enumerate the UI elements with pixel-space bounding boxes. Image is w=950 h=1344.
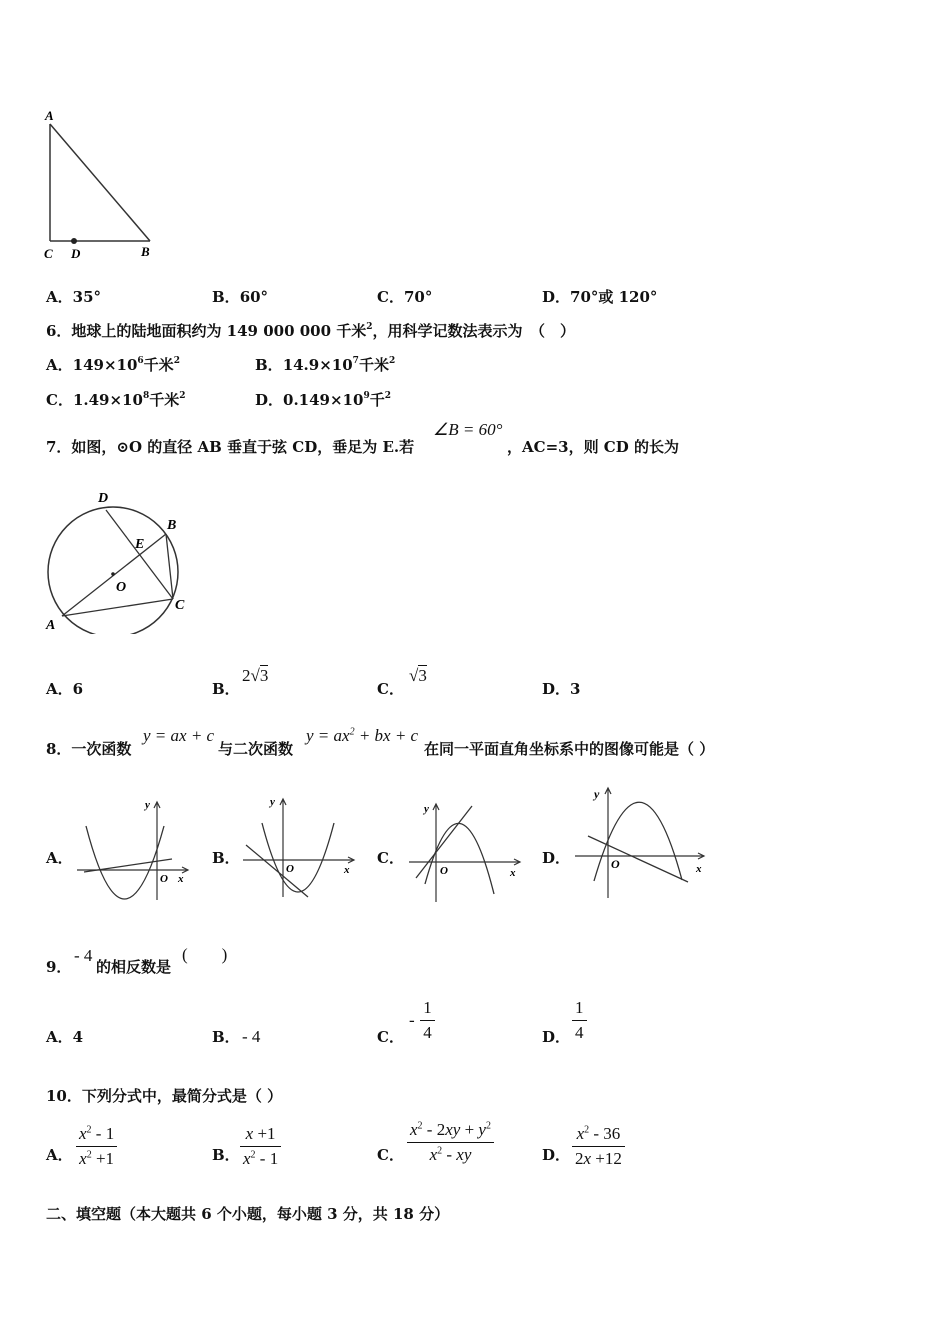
q9-option-d[interactable]: D． — [542, 1028, 571, 1046]
vertex-a-label: A — [45, 108, 54, 123]
point-d-label: D — [71, 246, 81, 261]
circle-figure — [40, 484, 200, 634]
svg-text:O: O — [611, 857, 620, 871]
q9-number: 9． — [46, 958, 72, 976]
q10-option-d[interactable]: D． — [542, 1146, 571, 1164]
svg-text:x: x — [510, 867, 516, 879]
q10-option-b[interactable]: B． — [212, 1146, 240, 1164]
q7-stem-a: 7．如图，⊙O 的直径 AB 垂直于弦 CD，垂足为 E.若 — [46, 438, 415, 456]
q6-option-a[interactable]: A．$149\times 10^6$千米$^2$ — [46, 356, 180, 374]
q10-option-c-fraction: $\frac{x^2 - 2xy + y^2}{x^2 - xy}$ — [407, 1120, 494, 1165]
q7-option-c[interactable]: C． — [377, 680, 404, 698]
q6-option-b[interactable]: B．$14.9\times 10^7$千米$^2$ — [255, 356, 396, 374]
q9-stem: 的相反数是 — [96, 958, 172, 976]
q8-stem-a: 8．一次函数 — [46, 740, 132, 758]
q8-linear-function: y = ax + c — [143, 726, 215, 745]
q9-value: - 4 — [74, 946, 93, 965]
svg-text:y: y — [424, 803, 429, 815]
q6-stem: 6．地球上的陆地面积约为 149 000 000 千米$^2$，用科学记数法表示为 （ ） — [46, 322, 576, 340]
point-a-label: A — [46, 618, 56, 633]
q8-option-d[interactable]: D． — [542, 849, 571, 867]
q8-graph-d — [570, 784, 710, 902]
q8-graph-b — [238, 793, 360, 901]
q7-option-a[interactable]: A．6 — [46, 680, 84, 698]
q9-option-d-value: $\frac{1}{4}$ — [572, 998, 587, 1043]
q10-option-a-fraction: $\frac{x^2 - 1}{x^2 +1}$ — [76, 1124, 117, 1169]
point-d-label: D — [98, 491, 109, 506]
q10-option-d-fraction: $\frac{x^2 - 36}{2x +12}$ — [572, 1124, 625, 1169]
vertex-b-label: B — [141, 244, 150, 259]
q9-option-a[interactable]: A．4 — [46, 1028, 84, 1046]
point-e-label: E — [135, 537, 145, 552]
q7-option-c-value: √3 — [409, 666, 427, 685]
q10-option-a[interactable]: A． — [46, 1146, 73, 1164]
svg-text:y: y — [594, 787, 600, 801]
svg-text:x: x — [344, 864, 350, 876]
q6-option-d[interactable]: D．$0.149\times 10^9$千$^2$ — [255, 391, 391, 409]
svg-text:O: O — [160, 873, 168, 885]
q5-option-a[interactable]: A．35° — [46, 288, 102, 306]
q8-option-c[interactable]: C． — [377, 849, 404, 867]
svg-text:x: x — [696, 863, 702, 875]
svg-text:O: O — [440, 865, 448, 877]
q9-option-b-value: - 4 — [242, 1027, 261, 1046]
q10-option-b-fraction: $\frac{x +1}{x^2 - 1}$ — [240, 1124, 281, 1169]
q5-option-c[interactable]: C．70° — [377, 288, 433, 306]
q8-stem-b: 与二次函数 — [218, 740, 294, 758]
q9-option-c-value: - $\frac{1}{4}$ — [409, 998, 435, 1043]
q8-quadratic-function: $y = ax^2$ + bx + c — [306, 726, 419, 745]
q8-graph-c — [404, 798, 526, 906]
point-b-label: B — [167, 518, 177, 533]
q7-angle-math: ∠B = 60° — [433, 420, 503, 439]
q8-option-a[interactable]: A． — [46, 849, 73, 867]
triangle-figure — [40, 106, 160, 266]
section-2-title: 二、填空题（本大题共 6 个小题，每小题 3 分，共 18 分） — [46, 1205, 450, 1223]
q7-option-d[interactable]: D．3 — [542, 680, 581, 698]
q5-option-d[interactable]: D．70°或 120° — [542, 288, 658, 306]
q8-graph-a — [72, 796, 194, 904]
svg-text:O: O — [286, 863, 294, 875]
q9-option-b[interactable]: B． — [212, 1028, 240, 1046]
q9-option-c[interactable]: C． — [377, 1028, 404, 1046]
svg-text:y: y — [270, 796, 275, 808]
q7-stem-b: ，AC=3，则 CD 的长为 — [507, 438, 679, 456]
q10-option-c[interactable]: C． — [377, 1146, 404, 1164]
q10-stem: 10．下列分式中，最简分式是（ ） — [46, 1087, 283, 1105]
svg-text:x: x — [178, 873, 184, 885]
vertex-c-label: C — [44, 246, 53, 261]
q6-option-c[interactable]: C．$1.49\times 10^8$千米$^2$ — [46, 391, 186, 409]
center-o-label: O — [116, 580, 127, 595]
q5-option-b[interactable]: B．60° — [212, 288, 269, 306]
q8-stem-c: 在同一平面直角坐标系中的图像可能是（ ） — [424, 740, 715, 758]
q7-option-b[interactable]: B． — [212, 680, 240, 698]
q8-option-b[interactable]: B． — [212, 849, 240, 867]
q9-answer-paren: ( ) — [182, 945, 228, 964]
svg-text:y: y — [145, 799, 150, 811]
point-c-label: C — [175, 598, 185, 613]
q7-option-b-value: 2√3 — [242, 666, 269, 685]
